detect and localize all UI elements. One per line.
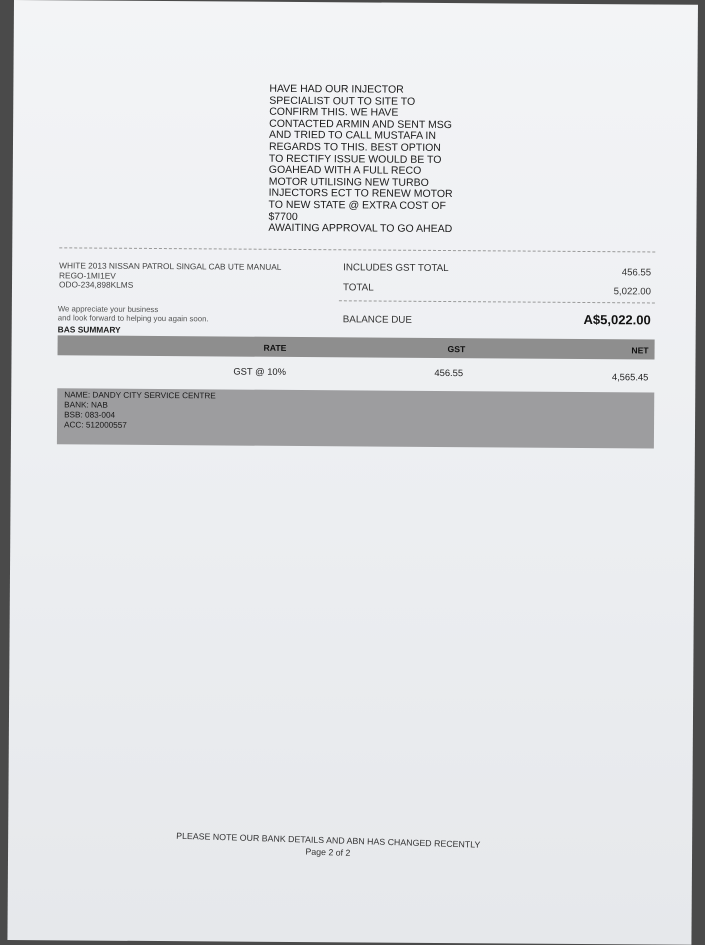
bas-gst-header: GST	[447, 344, 466, 355]
bank-account-number: ACC: 512000557	[64, 420, 127, 430]
section-divider	[59, 247, 655, 252]
balance-due-value: A$5,022.00	[583, 311, 651, 328]
balance-due-label: BALANCE DUE	[342, 314, 412, 326]
bank-account-name: NAME: DANDY CITY SERVICE CENTRE	[64, 390, 216, 401]
vehicle-rego: REGO-1MI1EV	[59, 269, 116, 281]
bas-rate-cell: GST @ 10%	[233, 365, 287, 377]
bank-bsb: BSB: 083-004	[64, 410, 116, 420]
bank-name: BANK: NAB	[64, 400, 108, 410]
bank-change-notice: PLEASE NOTE OUR BANK DETAILS AND ABN HAS CHANGED RECENTLY	[176, 830, 481, 850]
vehicle-odometer: ODO-234,898KLMS	[58, 279, 134, 291]
bas-summary-title: BAS SUMMARY	[57, 324, 121, 335]
job-notes: HAVE HAD OUR INJECTOR SPECIALIST OUT TO SITE TO CONFIRM THIS. WE HAVE CONTACTED ARMIN AND SENT MSG AND TRIED TO CALL MUSTAFA IN REGARDS TO THIS. BEST OPTION TO RECTIFY ISSUE WOULD BE TO GOAHEAD WITH A FULL RECO MOTOR UTILISING NEW TURBO INJECTORS ECT TO RENEW MOTOR TO NEW STATE @ EXTRA COST OF $7700 AWAITING APPROVAL TO GO AHEAD	[268, 82, 453, 236]
page-number: Page 2 of 2	[305, 846, 351, 858]
bas-table-row	[57, 360, 654, 386]
thank-you-message	[58, 304, 209, 324]
bas-rate-header: RATE	[263, 342, 287, 353]
invoice-page	[7, 0, 698, 945]
totals-divider	[339, 300, 655, 303]
total-value: 5,022.00	[613, 286, 652, 298]
thank-you-line-2: and look forward to helping you again soon.	[57, 313, 209, 324]
gst-total-label: INCLUDES GST TOTAL	[343, 262, 449, 275]
page-footer	[158, 829, 499, 863]
vehicle-details	[59, 261, 281, 291]
vehicle-description: WHITE 2013 NISSAN PATROL SINGAL CAB UTE MANUAL	[59, 260, 282, 272]
bas-net-header: NET	[631, 345, 649, 356]
bas-net-cell: 4,565.45	[611, 371, 649, 383]
bas-table-header	[58, 335, 655, 359]
bank-details	[57, 388, 654, 448]
total-label: TOTAL	[342, 282, 374, 294]
bas-gst-cell: 456.55	[434, 366, 464, 379]
gst-total-value: 456.55	[621, 267, 652, 279]
thank-you-line-1: We appreciate your business	[57, 304, 159, 315]
